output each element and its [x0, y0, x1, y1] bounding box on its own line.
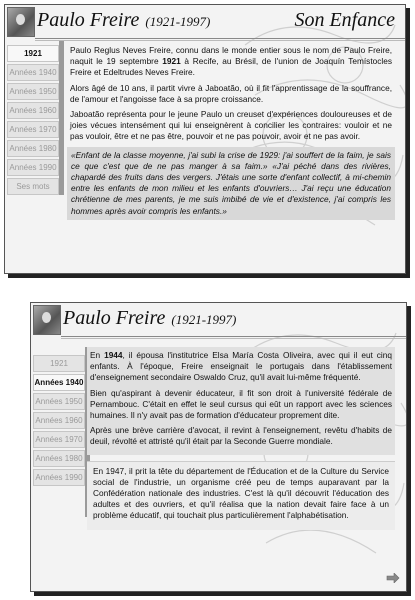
header-divider: [61, 336, 406, 337]
quote-block: «Enfant de la classe moyenne, j'ai subi la crise de 1929: j'ai souffert de la faim, je sais ce que c'est que de ne pas manger à sa faim.» «J'ai péché dans des rivières, chapardé des fruits dans des vergers. J'étais une sorte d'enfant collectif, à mi-chemin entre les enfants de mon milieu et les enfants d'ouvriers… J'ai reçu une éducation chrétienne de mes parents, je me suis imbibé de vie et d'existence, j'ai compris les hommes après avoir compris les enfants.»: [67, 147, 395, 220]
sidebar-item[interactable]: Années 1990: [7, 159, 59, 176]
header-divider-thin: [35, 40, 405, 41]
paragraph-experiences: Jaboatão représenta pour le jeune Paulo un creuset d'expériences douloureuses et de joies vécues intensément qui lui enseignèrent à concilier les contraires: vouloir et ne pas vouloir, être et ne pas être, pouvoir et ne pas pouvoir, avoir et ne pas avoir.: [70, 109, 392, 142]
page-title: Paulo Freire (1921-1997): [63, 307, 237, 329]
sidebar-nav: [7, 45, 59, 197]
paragraph-marriage: En 1944, il épousa l'institutrice Elsa María Costa Oliveira, avec qui il eut cinq enfants. À l'époque, Freire enseignait le portugais dans l'établissement d'enseignement secondaire Oswaldo Cruz, qu'il avait lui-même fréquenté.: [90, 350, 392, 383]
sidebar-item[interactable]: Années 1960: [33, 412, 85, 429]
paragraph-1947: En 1947, il prit la tête du département de l'Éducation et de la Culture du Service social de l'industrie, un organisme créé peu de temps auparavant par la Confédération nationale des industries. C'est là qu'il découvrit l'éducation des adultes et des ouvriers, et qu'il réalisa que la nation devait faire face à un problème éducatif, qui touchait plus particulièrement l'alphabétisation.: [93, 465, 389, 521]
arrow-right-icon[interactable]: [386, 573, 400, 583]
sidebar-item[interactable]: Années 1950: [7, 83, 59, 100]
sidebar-item[interactable]: 1921: [7, 45, 59, 62]
sidebar-item[interactable]: Années 1980: [7, 140, 59, 157]
highlight-box: [87, 347, 395, 455]
sidebar-item[interactable]: Années 1950: [33, 393, 85, 410]
slide-enfance: [4, 4, 406, 274]
header-divider-thin: [61, 338, 406, 339]
main-content: [67, 45, 395, 220]
main-content: [87, 347, 395, 530]
sidebar-item[interactable]: Années 1970: [7, 121, 59, 138]
section-title: Son Enfance: [294, 9, 395, 31]
portrait-icon: [33, 305, 61, 335]
sidebar-item[interactable]: Années 1940: [7, 64, 59, 81]
sidebar-item[interactable]: 1921: [33, 355, 85, 372]
paragraph-block-1947: [87, 461, 395, 530]
paragraph-jaboatao: Alors âgé de 10 ans, il partit vivre à Jaboatão, où il fit l'apprentissage de la souffrance, de l'amour et l'angoisse face à sa propre croissance.: [70, 82, 392, 104]
paragraph-career: Après une brève carrière d'avocat, il revint à l'enseignement, revêtu d'habits de deuil, révolté et attristé qu'il était par la Seconde Guerre mondiale.: [90, 425, 392, 447]
slide-annees-1940: [30, 302, 407, 592]
header: [5, 5, 405, 37]
sidebar-accent-line: [59, 41, 64, 195]
portrait-icon: [7, 7, 35, 37]
sidebar-item[interactable]: Ses mots: [7, 178, 59, 195]
sidebar-item[interactable]: Années 1980: [33, 450, 85, 467]
header: [31, 303, 406, 335]
sidebar-item[interactable]: Années 1960: [7, 102, 59, 119]
paragraph-university: Bien qu'aspirant à devenir éducateur, il fit son droit à l'université fédérale de Pernambouc. C'était en effet le seul cursus qui eût un rapport avec les sciences humaines. Il n'y avait pas de formation d'éducateur proprement dite.: [90, 387, 392, 421]
sidebar-item[interactable]: Années 1940: [33, 374, 85, 391]
sidebar-item[interactable]: Années 1990: [33, 469, 85, 486]
header-divider: [35, 38, 405, 39]
sidebar-nav: [33, 355, 85, 488]
sidebar-item[interactable]: Années 1970: [33, 431, 85, 448]
page-title: Paulo Freire (1921-1997): [37, 9, 211, 31]
paragraph-birth: Paulo Reglus Neves Freire, connu dans le monde entier sous le nom de Paulo Freire, naquit le 19 septembre 1921 à Recife, au Brésil, de l'union de Joaquín Temístocles Freire et Edeltrudes Neves Freire.: [70, 45, 392, 78]
